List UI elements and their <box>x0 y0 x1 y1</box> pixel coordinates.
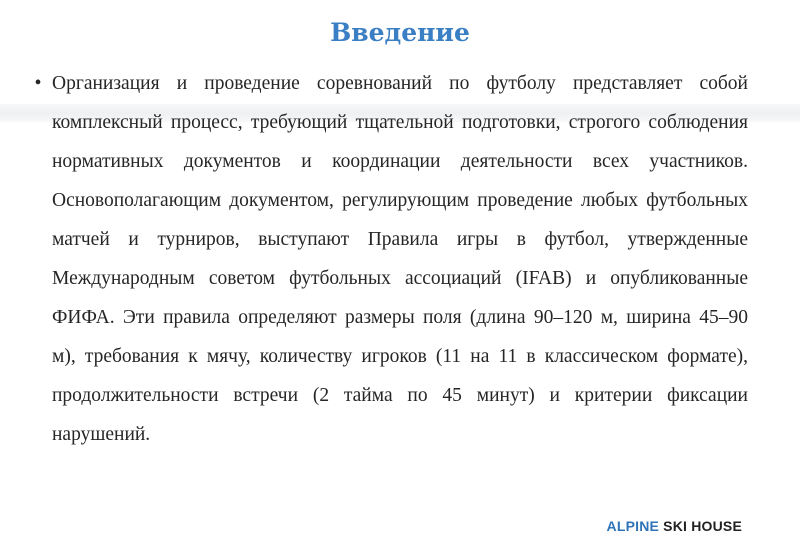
company-logo <box>607 518 742 534</box>
slide-title: Введение <box>330 18 470 47</box>
logo-word-alpine: ALPINE <box>606 518 660 534</box>
logo-word-ski-house: SKI HOUSE <box>659 518 742 534</box>
bullet-list <box>30 64 748 454</box>
bullet-marker: • <box>34 72 42 94</box>
bullet-paragraph: Организация и проведение соревнований по футболу представляет собой комплексный процесс, требующий тщательной подготовки, строгого соблюдения нормативных документов и координации деятельности всех участников. Основополагающим документом, регулирующим проведение любых футбольных матчей и турниров, выступают Правила игры в футбол, утвержденные Международным советом футбольных ассоциаций (IFAB) и опубликованные ФИФА. Эти правила определяют размеры поля (длина 90–120 м, ширина 45–90 м), требования к мячу, количеству игроков (11 на 11 в классическом формате), продолжительности встречи (2 тайма по 45 минут) и критерии фиксации нарушений. <box>52 73 748 445</box>
